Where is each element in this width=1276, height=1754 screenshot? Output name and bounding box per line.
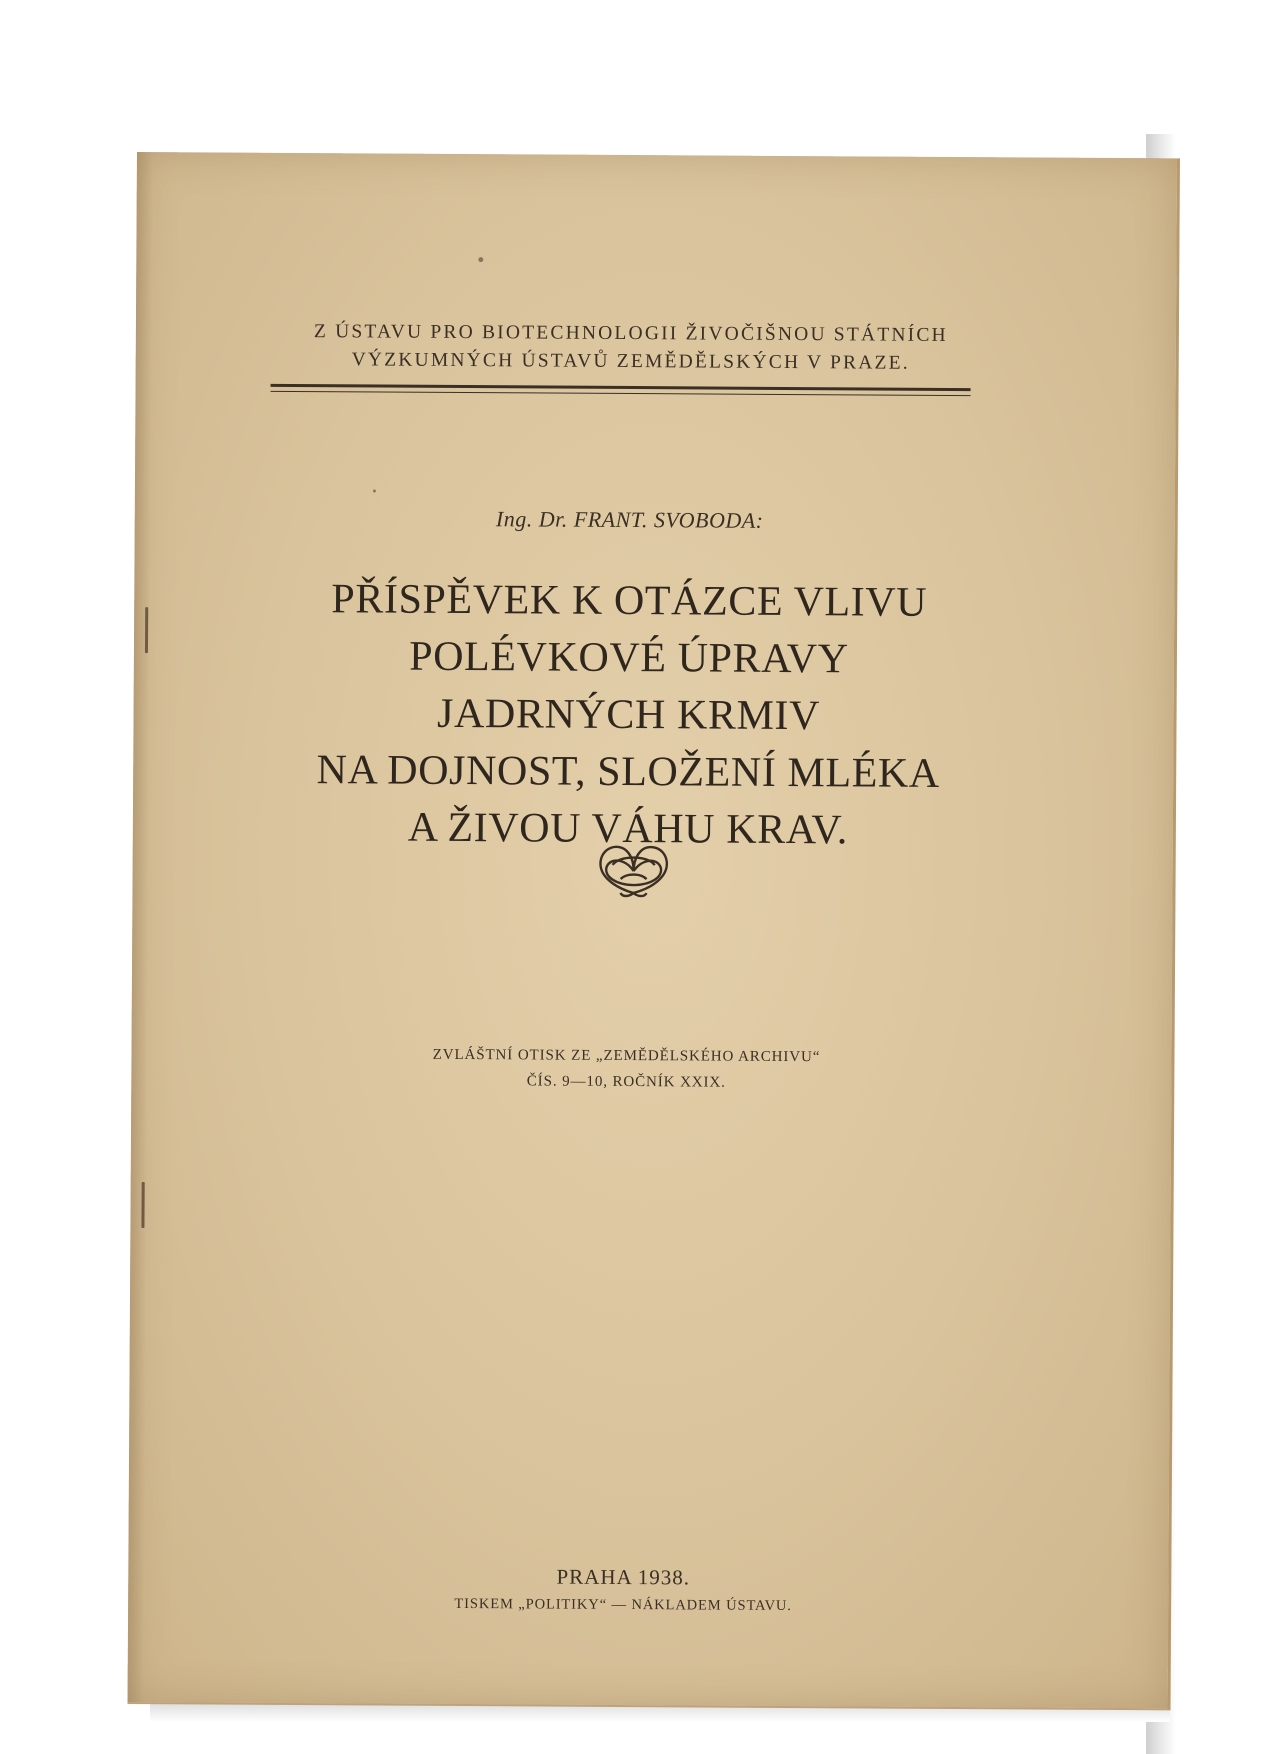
offprint-note xyxy=(266,1041,986,1097)
printer-ornament-icon xyxy=(592,835,674,901)
author: Ing. Dr. FRANT. SVOBODA: xyxy=(495,506,764,533)
institute-line-2: VÝZKUMNÝCH ÚSTAVŮ ZEMĚDĚLSKÝCH V PRAZE. xyxy=(351,349,910,374)
title-line-1: PŘÍSPĚVEK K OTÁZCE VLIVU xyxy=(331,576,928,626)
offprint-line-1: ZVLÁŠTNÍ OTISK ZE „ZEMĚDĚLSKÉHO ARCHIVU“ xyxy=(432,1046,821,1066)
title-line-4: NA DOJNOST, SLOŽENÍ MLÉKA xyxy=(316,747,940,797)
document-title xyxy=(228,571,1030,861)
printer-imprint: TISKEM „POLITIKY“ — NÁKLADEM ÚSTAVU. xyxy=(454,1595,792,1615)
staple xyxy=(141,1182,144,1228)
place-and-year: PRAHA 1938. xyxy=(556,1564,691,1590)
heading-rule-thick xyxy=(271,384,971,391)
institute-line-1: Z ÚSTAVU PRO BIOTECHNOLOGII ŽIVOČIŠNOU STÁTNÍCH xyxy=(313,321,948,346)
title-line-3: JADRNÝCH KRMIV xyxy=(436,690,821,740)
heading-rule-thin xyxy=(271,391,971,396)
title-line-5: A ŽIVOU VÁHU KRAV. xyxy=(407,804,849,854)
booklet-cover xyxy=(128,152,1180,1710)
title-line-2: POLÉVKOVÉ ÚPRAVY xyxy=(409,633,849,683)
paper-speck xyxy=(478,257,483,262)
offprint-line-2: ČÍS. 9—10, ROČNÍK XXIX. xyxy=(526,1073,726,1091)
paper-speck xyxy=(373,489,376,492)
staple xyxy=(145,607,148,653)
institute-heading xyxy=(271,318,991,378)
